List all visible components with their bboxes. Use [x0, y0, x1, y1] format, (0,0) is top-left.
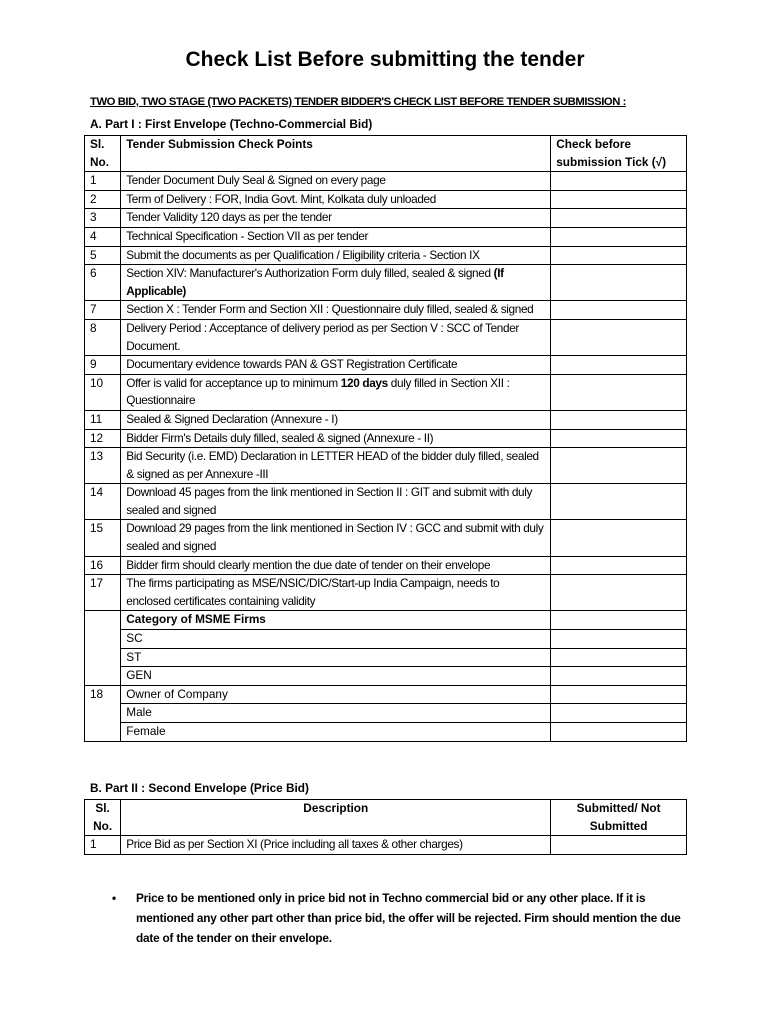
table-row: [85, 356, 687, 375]
row-sl-number: 16: [85, 556, 121, 575]
msme-heading: Category of MSME Firms: [121, 611, 551, 630]
price-bid-note: [112, 888, 692, 948]
tick-cell[interactable]: [551, 227, 687, 246]
check-point-text: Delivery Period : Acceptance of delivery period as per Section V : SCC of Tender Document.: [126, 320, 520, 353]
sl-header: [85, 800, 121, 836]
part-a-label: A. Part I : First Envelope (Techno-Commercial Bid): [90, 117, 373, 131]
check-point-text: Download 45 pages from the link mentioned in Section II : GIT and submit with duly sealed and signed: [126, 485, 533, 517]
submitted-header-line1: Submitted/ Not: [576, 801, 661, 815]
row-sl-number: 17: [85, 575, 121, 611]
owner-heading-row: [85, 685, 687, 704]
part-b-price-bid-table: [84, 799, 687, 855]
check-header-line2: submission Tick (√): [556, 154, 667, 169]
row-sl-number: 4: [85, 227, 121, 246]
msme-category: ST: [121, 648, 551, 667]
page-title: Check List Before submitting the tender: [185, 48, 585, 71]
checklist-subheading: TWO BID, TWO STAGE (TWO PACKETS) TENDER BIDDER'S CHECK LIST BEFORE TENDER SUBMISSION :: [90, 96, 626, 108]
table-row: [85, 209, 687, 228]
check-point-text: duly filled in Section XII : Questionnaire: [126, 375, 510, 408]
tick-cell[interactable]: [551, 648, 687, 667]
owner-option: Female: [121, 723, 551, 742]
table-row: [85, 265, 687, 301]
table-row: [85, 836, 687, 855]
row-check-point: [121, 429, 551, 448]
row-check-point: [121, 410, 551, 429]
table-row: [85, 172, 687, 191]
tick-cell[interactable]: [551, 209, 687, 228]
owner-heading: Owner of Company: [121, 685, 551, 704]
tick-cell[interactable]: [551, 410, 687, 429]
owner-option: Male: [121, 704, 551, 723]
tick-cell[interactable]: [551, 704, 687, 723]
empty-sl-cell: [85, 667, 121, 686]
check-point-text: Term of Delivery : FOR, India Govt. Mint, Kolkata duly unloaded: [126, 191, 436, 206]
row-check-point: [121, 319, 551, 355]
row-check-point: [121, 356, 551, 375]
row-sl-number: 2: [85, 190, 121, 209]
tick-cell[interactable]: [551, 448, 687, 484]
sl-header-line1: Sl.: [90, 137, 105, 151]
check-point-text: Section XIV: Manufacturer's Authorization Form duly filled, sealed & signed: [126, 266, 491, 281]
tick-cell[interactable]: [551, 246, 687, 265]
tick-cell[interactable]: [551, 611, 687, 630]
tick-cell[interactable]: [551, 723, 687, 742]
row-check-point: [121, 209, 551, 228]
row-sl-number: 10: [85, 374, 121, 410]
table-row: [85, 410, 687, 429]
submitted-header: [551, 800, 687, 836]
tick-cell[interactable]: [551, 575, 687, 611]
row-check-point: [121, 575, 551, 611]
empty-sl-cell: [85, 704, 121, 723]
row-sl-number: 18: [85, 685, 121, 704]
row-sl-number: 7: [85, 301, 121, 320]
check-point-text: Tender Document Duly Seal & Signed on every page: [126, 173, 386, 188]
check-point-text: Tender Validity 120 days as per the tender: [126, 210, 332, 225]
row-check-point: [121, 448, 551, 484]
row-check-point: [121, 172, 551, 191]
msme-category-row: [85, 630, 687, 649]
row-check-point: [121, 520, 551, 556]
table-row: [85, 190, 687, 209]
sl-header-line1: Sl.: [95, 801, 110, 815]
sl-header: [85, 136, 121, 172]
tick-cell[interactable]: [551, 484, 687, 520]
tick-cell[interactable]: [551, 556, 687, 575]
check-point-text: Sealed & Signed Declaration (Annexure - I): [126, 411, 338, 426]
row-check-point: [121, 556, 551, 575]
sl-header-line2: No.: [90, 154, 110, 169]
tick-cell[interactable]: [551, 685, 687, 704]
row-sl-number: 8: [85, 319, 121, 355]
table-row: [85, 575, 687, 611]
row-check-point: [121, 190, 551, 209]
msme-category: SC: [121, 630, 551, 649]
table-row: [85, 246, 687, 265]
sl-header-line2: No.: [93, 818, 113, 833]
row-sl-number: 1: [85, 172, 121, 191]
row-check-point: [121, 301, 551, 320]
row-sl-number: 15: [85, 520, 121, 556]
owner-option-row: [85, 704, 687, 723]
row-check-point: [121, 227, 551, 246]
row-check-point: [121, 374, 551, 410]
check-point-emphasis: 120 days: [340, 375, 388, 390]
submitted-header-line2: Submitted: [589, 818, 648, 833]
check-point-text: Offer is valid for acceptance up to minimum: [126, 375, 338, 390]
check-point-text: Bidder firm should clearly mention the due date of tender on their envelope: [126, 557, 491, 572]
description-header: Description: [121, 800, 551, 836]
table-header-row: [85, 800, 687, 836]
check-point-text: Submit the documents as per Qualification / Eligibility criteria - Section IX: [126, 247, 480, 262]
bullet-icon: •: [112, 891, 117, 905]
row-check-point: [121, 484, 551, 520]
check-point-text: Bidder Firm's Details duly filled, sealed & signed (Annexure - II): [126, 430, 434, 445]
part-a-checklist-table: [84, 135, 687, 742]
row-sl-number: 13: [85, 448, 121, 484]
row-sl-number: 1: [85, 836, 121, 855]
row-sl-number: 14: [85, 484, 121, 520]
tick-cell[interactable]: [551, 630, 687, 649]
table-row: [85, 556, 687, 575]
empty-sl-cell: [85, 648, 121, 667]
empty-sl-cell: [85, 630, 121, 649]
tick-cell[interactable]: [551, 319, 687, 355]
table-row: [85, 429, 687, 448]
empty-sl-cell: [85, 611, 121, 630]
row-sl-number: 11: [85, 410, 121, 429]
row-sl-number: 5: [85, 246, 121, 265]
tick-cell[interactable]: [551, 265, 687, 301]
tick-cell[interactable]: [551, 374, 687, 410]
msme-category-row: [85, 667, 687, 686]
row-sl-number: 3: [85, 209, 121, 228]
points-header: Tender Submission Check Points: [121, 136, 551, 172]
table-header-row: [85, 136, 687, 172]
tick-cell[interactable]: [551, 190, 687, 209]
tick-cell[interactable]: [551, 520, 687, 556]
submitted-cell[interactable]: [551, 836, 687, 855]
table-row: [85, 484, 687, 520]
table-row: [85, 319, 687, 355]
tick-cell[interactable]: [551, 429, 687, 448]
check-point-text: Documentary evidence towards PAN & GST Registration Certificate: [126, 357, 458, 372]
check-point-emphasis: (If Applicable): [126, 266, 504, 298]
check-point-text: Bid Security (i.e. EMD) Declaration in LETTER HEAD of the bidder duly filled, sealed & signed as per Annexure -III: [126, 449, 539, 481]
tick-cell[interactable]: [551, 301, 687, 320]
check-header-line1: Check before: [556, 137, 631, 151]
row-sl-number: 12: [85, 429, 121, 448]
check-point-text: Section X : Tender Form and Section XII : Questionnaire duly filled, sealed & signed: [126, 302, 534, 317]
check-header: [551, 136, 687, 172]
tick-cell[interactable]: [551, 172, 687, 191]
table-row: [85, 301, 687, 320]
part-b-label: B. Part II : Second Envelope (Price Bid): [90, 781, 309, 795]
table-row: [85, 227, 687, 246]
table-row: [85, 374, 687, 410]
empty-sl-cell: [85, 723, 121, 742]
table-row: [85, 520, 687, 556]
tick-cell[interactable]: [551, 356, 687, 375]
tick-cell[interactable]: [551, 667, 687, 686]
msme-category-row: [85, 648, 687, 667]
check-point-text: Technical Specification - Section VII as per tender: [126, 228, 369, 243]
row-check-point: [121, 246, 551, 265]
check-point-text: Download 29 pages from the link mentioned in Section IV : GCC and submit with duly sealed and signed: [126, 521, 544, 554]
msme-heading-row: [85, 611, 687, 630]
check-point-text: The firms participating as MSE/NSIC/DIC/Start-up India Campaign, needs to enclosed certificates containing validity: [126, 576, 500, 608]
row-sl-number: 9: [85, 356, 121, 375]
msme-category: GEN: [121, 667, 551, 686]
table-row: [85, 448, 687, 484]
row-sl-number: 6: [85, 265, 121, 301]
owner-option-row: [85, 723, 687, 742]
row-check-point: [121, 265, 551, 301]
note-text: Price to be mentioned only in price bid not in Techno commercial bid or any other place. If it is mentioned any other part other than price bid, the offer will be rejected. Firm should mention the due date of the tender on their envelope.: [136, 891, 681, 945]
row-description: Price Bid as per Section XI (Price including all taxes & other charges): [121, 836, 551, 855]
